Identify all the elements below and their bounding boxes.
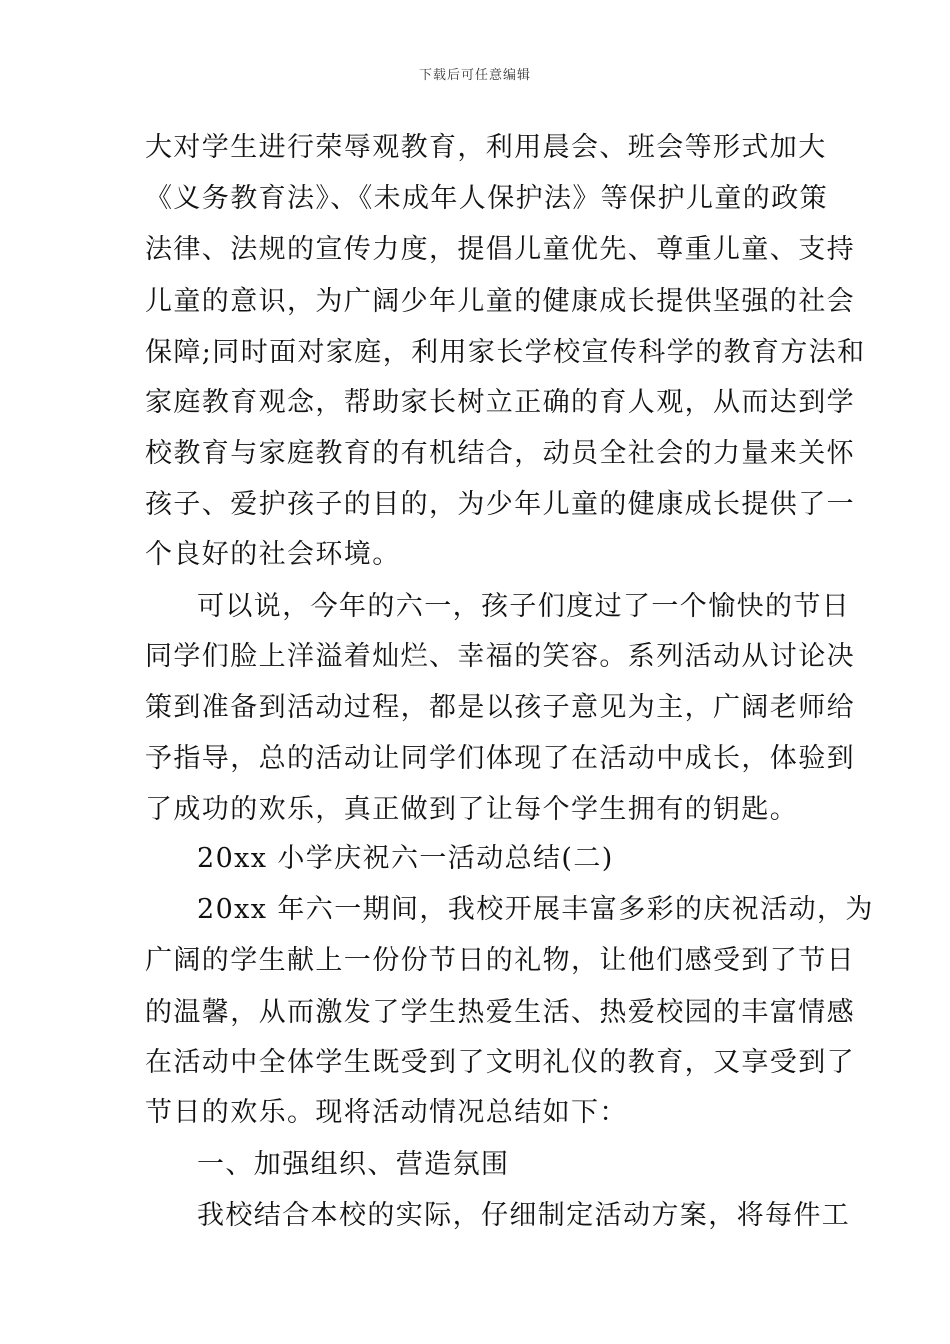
text-line: 节日的欢乐。现将活动情况总结如下：	[145, 1097, 628, 1128]
text-line: 个良好的社会环境。	[145, 539, 401, 570]
text-line: 同学们脸上洋溢着灿烂、幸福的笑容。系列活动从讨论决	[145, 641, 855, 672]
text-line: 策到准备到活动过程，都是以孩子意见为主，广阔老师给	[145, 692, 855, 723]
text-line: 保障;同时面对家庭，利用家长学校宣传科学的教育方法和	[145, 337, 866, 368]
text-line: 《义务教育法》、《未成年人保护法》等保护儿童的政策	[145, 183, 828, 214]
text-line: 孩子、爱护孩子的目的，为少年儿童的健康成长提供了一	[145, 489, 855, 520]
paragraph-start-line: 20xx 年六一期间，我校开展丰富多彩的庆祝活动，为	[197, 894, 874, 925]
text-line: 校教育与家庭教育的有机结合，动员全社会的力量来关怀	[145, 438, 855, 469]
text-line: 的温馨，从而激发了学生热爱生活、热爱校园的丰富情感	[145, 997, 855, 1028]
text-line: 儿童的意识，为广阔少年儿童的健康成长提供坚强的社会	[145, 286, 855, 317]
text-line: 家庭教育观念，帮助家长树立正确的育人观，从而达到学	[145, 387, 855, 418]
text-line: 予指导，总的活动让同学们体现了在活动中成长，体验到	[145, 743, 855, 774]
text-line: 在活动中全体学生既受到了文明礼仪的教育，又享受到了	[145, 1047, 855, 1078]
text-line: 了成功的欢乐，真正做到了让每个学生拥有的钥匙。	[145, 794, 799, 825]
text-line: 广阔的学生献上一份份节日的礼物，让他们感受到了节日	[145, 945, 855, 976]
text-line: 大对学生进行荣辱观教育，利用晨会、班会等形式加大	[145, 132, 827, 163]
section-title: 20xx 小学庆祝六一活动总结(二)	[197, 843, 614, 874]
text-line: 法律、法规的宣传力度，提倡儿童优先、尊重儿童、支持	[145, 234, 855, 265]
paragraph-start-line: 我校结合本校的实际，仔细制定活动方案，将每件工	[197, 1200, 851, 1231]
page-header: 下载后可任意编辑	[418, 68, 531, 83]
subheading: 一、加强组织、营造氛围	[197, 1149, 510, 1180]
paragraph-start-line: 可以说，今年的六一，孩子们度过了一个愉快的节日	[197, 591, 851, 622]
